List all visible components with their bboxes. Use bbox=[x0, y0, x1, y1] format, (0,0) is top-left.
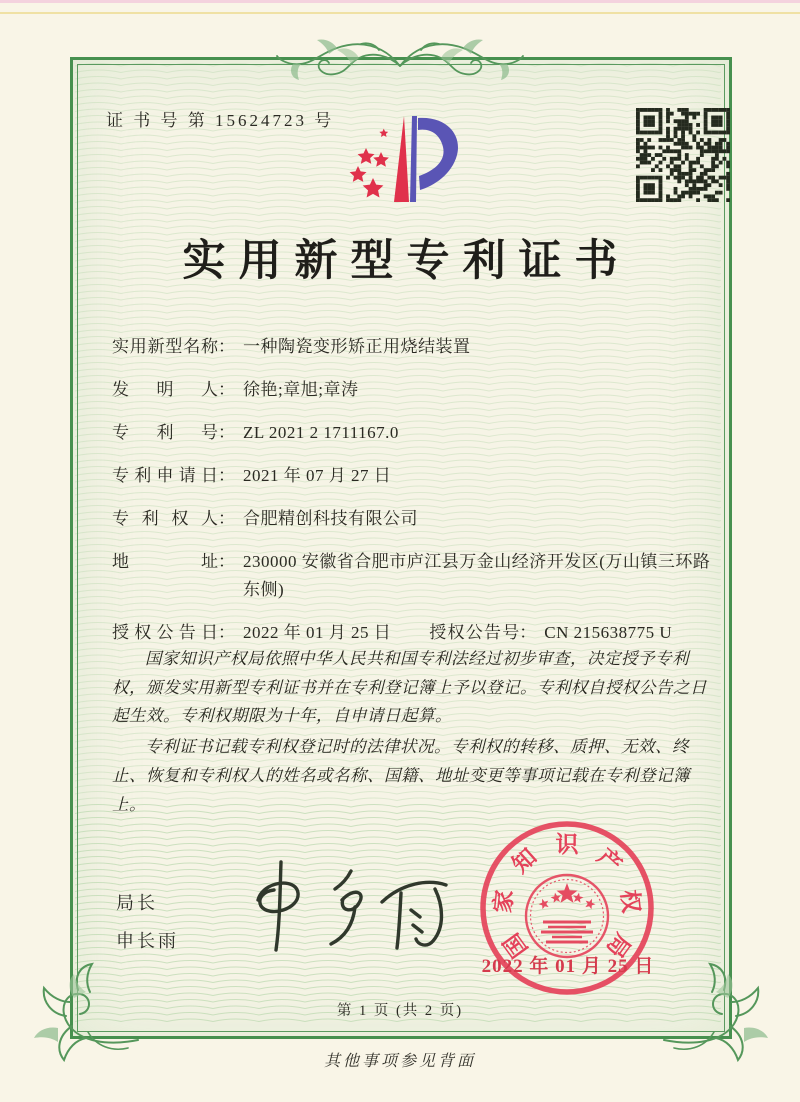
field-list bbox=[112, 333, 712, 647]
signer-title: 局长 bbox=[116, 893, 158, 913]
field-value: 徐艳;章旭;章涛 bbox=[243, 380, 359, 399]
qr-code-icon bbox=[636, 108, 730, 202]
seal-date: 2022 年 01 月 25 日 bbox=[481, 956, 655, 977]
svg-text:国: 国 bbox=[498, 928, 533, 962]
field-label: 发明人 bbox=[112, 380, 218, 399]
certificate-title: 实用新型专利证书 bbox=[182, 238, 631, 285]
field-label: 授权公告号 bbox=[429, 623, 520, 642]
field-label: 地址 bbox=[112, 552, 218, 571]
field-label: 专利号 bbox=[112, 423, 218, 442]
field-grant-number bbox=[429, 619, 672, 647]
field-value: ZL 2021 2 1711167.0 bbox=[243, 423, 399, 442]
signer-name: 申长雨 bbox=[116, 931, 179, 951]
svg-text:知: 知 bbox=[507, 843, 542, 878]
field-colon: ： bbox=[218, 337, 235, 356]
field-patentee bbox=[112, 505, 712, 533]
field-label: 专利权人 bbox=[112, 509, 218, 528]
cnipa-logo-icon bbox=[336, 110, 471, 218]
page-number: 第 1 页 (共 2 页) bbox=[336, 1003, 464, 1019]
field-value: 2021 年 07 月 27 日 bbox=[243, 466, 392, 485]
field-colon: ： bbox=[519, 623, 537, 642]
legal-paragraph-2: 专利证书记载专利权登记时的法律状况。专利权的转移、质押、无效、终止、恢复和专利权人的姓名或名称、国籍、地址变更等事项记载在专利登记簿上。 bbox=[112, 737, 690, 814]
field-value: 一种陶瓷变形矫正用烧结装置 bbox=[243, 337, 471, 356]
field-colon: ： bbox=[218, 380, 235, 399]
field-colon: ： bbox=[218, 423, 235, 442]
director-signature bbox=[222, 840, 457, 965]
legal-text bbox=[112, 645, 714, 821]
field-colon: ： bbox=[218, 466, 235, 485]
field-value: 2022 年 01 月 25 日 bbox=[243, 623, 392, 642]
legal-paragraph-1: 国家知识产权局依照中华人民共和国专利法经过初步审查，决定授予专利权，颁发实用新型专利证书并在专利登记簿上予以登记。专利权自授权公告之日起生效。专利权期限为十年，自申请日起算。 bbox=[112, 649, 707, 726]
svg-text:产: 产 bbox=[592, 843, 627, 878]
svg-text:局: 局 bbox=[601, 928, 636, 962]
field-colon: ： bbox=[218, 623, 235, 642]
field-grant-row bbox=[112, 619, 712, 647]
field-value: CN 215638775 U bbox=[544, 623, 673, 642]
signer-block bbox=[116, 884, 179, 960]
certificate-number: 证 书 号 第 15624723 号 bbox=[106, 111, 335, 130]
field-grant-date bbox=[112, 619, 391, 647]
field-colon: ： bbox=[218, 552, 235, 571]
field-patent-number bbox=[112, 419, 712, 447]
field-utility-model-name bbox=[112, 333, 712, 361]
field-address bbox=[112, 548, 712, 604]
svg-text:识: 识 bbox=[555, 832, 579, 857]
field-value: 230000 安徽省合肥市庐江县万金山经济开发区(万山镇三环路东侧) bbox=[243, 552, 711, 599]
field-label: 实用新型名称 bbox=[112, 337, 218, 356]
field-value: 合肥精创科技有限公司 bbox=[243, 509, 418, 528]
field-inventor bbox=[112, 376, 712, 404]
field-filing-date bbox=[112, 462, 712, 490]
field-label: 授权公告日 bbox=[112, 623, 218, 642]
field-colon: ： bbox=[218, 509, 235, 528]
svg-text:家: 家 bbox=[490, 888, 518, 915]
field-label: 专利申请日 bbox=[112, 466, 218, 485]
back-side-note: 其他事项参见背面 bbox=[323, 1053, 476, 1070]
svg-text:权: 权 bbox=[616, 888, 644, 915]
